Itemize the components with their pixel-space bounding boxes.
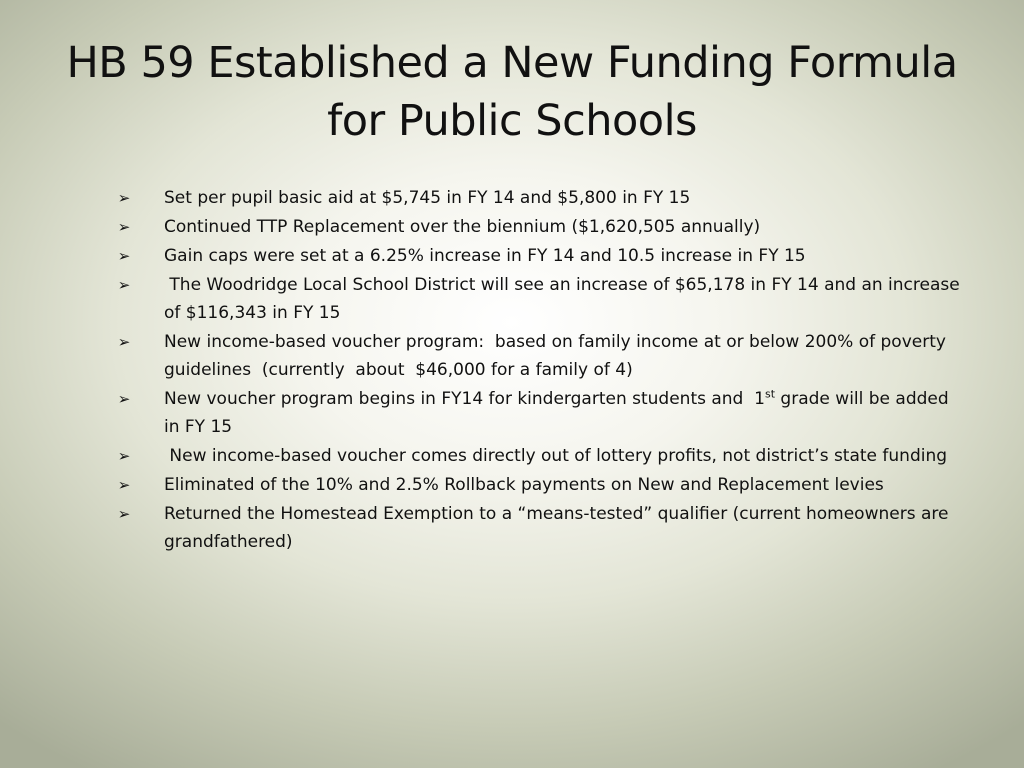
bullet-item	[112, 184, 962, 212]
bullet-item	[112, 213, 962, 241]
arrowhead-bullet-icon: ➢	[117, 505, 131, 523]
arrowhead-bullet-icon: ➢	[117, 390, 131, 408]
arrowhead-bullet-icon: ➢	[117, 189, 131, 207]
arrowhead-bullet-icon: ➢	[117, 276, 131, 294]
arrowhead-bullet-icon: ➢	[117, 218, 131, 236]
ordinal-superscript: st	[764, 387, 776, 401]
bullet-text: New income-based voucher program: based on family income at or below 200% of poverty guidelines (currently about $46,000 for a family of 4)	[164, 332, 952, 380]
bullet-text	[164, 389, 959, 437]
bullet-item	[112, 442, 962, 470]
bullet-text: Returned the Homestead Exemption to a “means-tested” qualifier (current homeowners are grandfathered)	[164, 504, 960, 552]
arrowhead-bullet-icon: ➢	[117, 476, 131, 494]
bullet-list	[112, 184, 966, 557]
arrowhead-bullet-icon: ➢	[117, 247, 131, 265]
arrowhead-bullet-icon: ➢	[117, 447, 131, 465]
bullet-text: Set per pupil basic aid at $5,745 in FY 14 and $5,800 in FY 15	[164, 188, 691, 208]
bullet-text-before: New voucher program begins in FY14 for kindergarten students and 1	[164, 389, 765, 409]
bullet-item	[112, 271, 966, 327]
slide-title: HB 59 Established a New Funding Formula for Public Schools	[66, 38, 958, 146]
arrowhead-bullet-icon: ➢	[117, 333, 131, 351]
bullet-text: Continued TTP Replacement over the biennium ($1,620,505 annually)	[164, 217, 761, 237]
bullet-item	[112, 242, 962, 270]
bullet-text: Eliminated of the 10% and 2.5% Rollback payments on New and Replacement levies	[164, 475, 884, 495]
bullet-text: Gain caps were set at a 6.25% increase in FY 14 and 10.5 increase in FY 15	[164, 246, 806, 266]
bullet-item	[112, 471, 962, 499]
bullet-text-after: grade will be added in FY 15	[164, 389, 960, 437]
bullet-text: New income-based voucher comes directly out of lottery profits, not district’s state funding	[164, 446, 948, 466]
bullet-item	[112, 328, 962, 384]
bullet-text: The Woodridge Local School District will see an increase of $65,178 in FY 14 and an increase of $116,343 in FY 15	[164, 275, 966, 323]
bullet-item	[112, 385, 962, 441]
bullet-item	[112, 500, 962, 556]
